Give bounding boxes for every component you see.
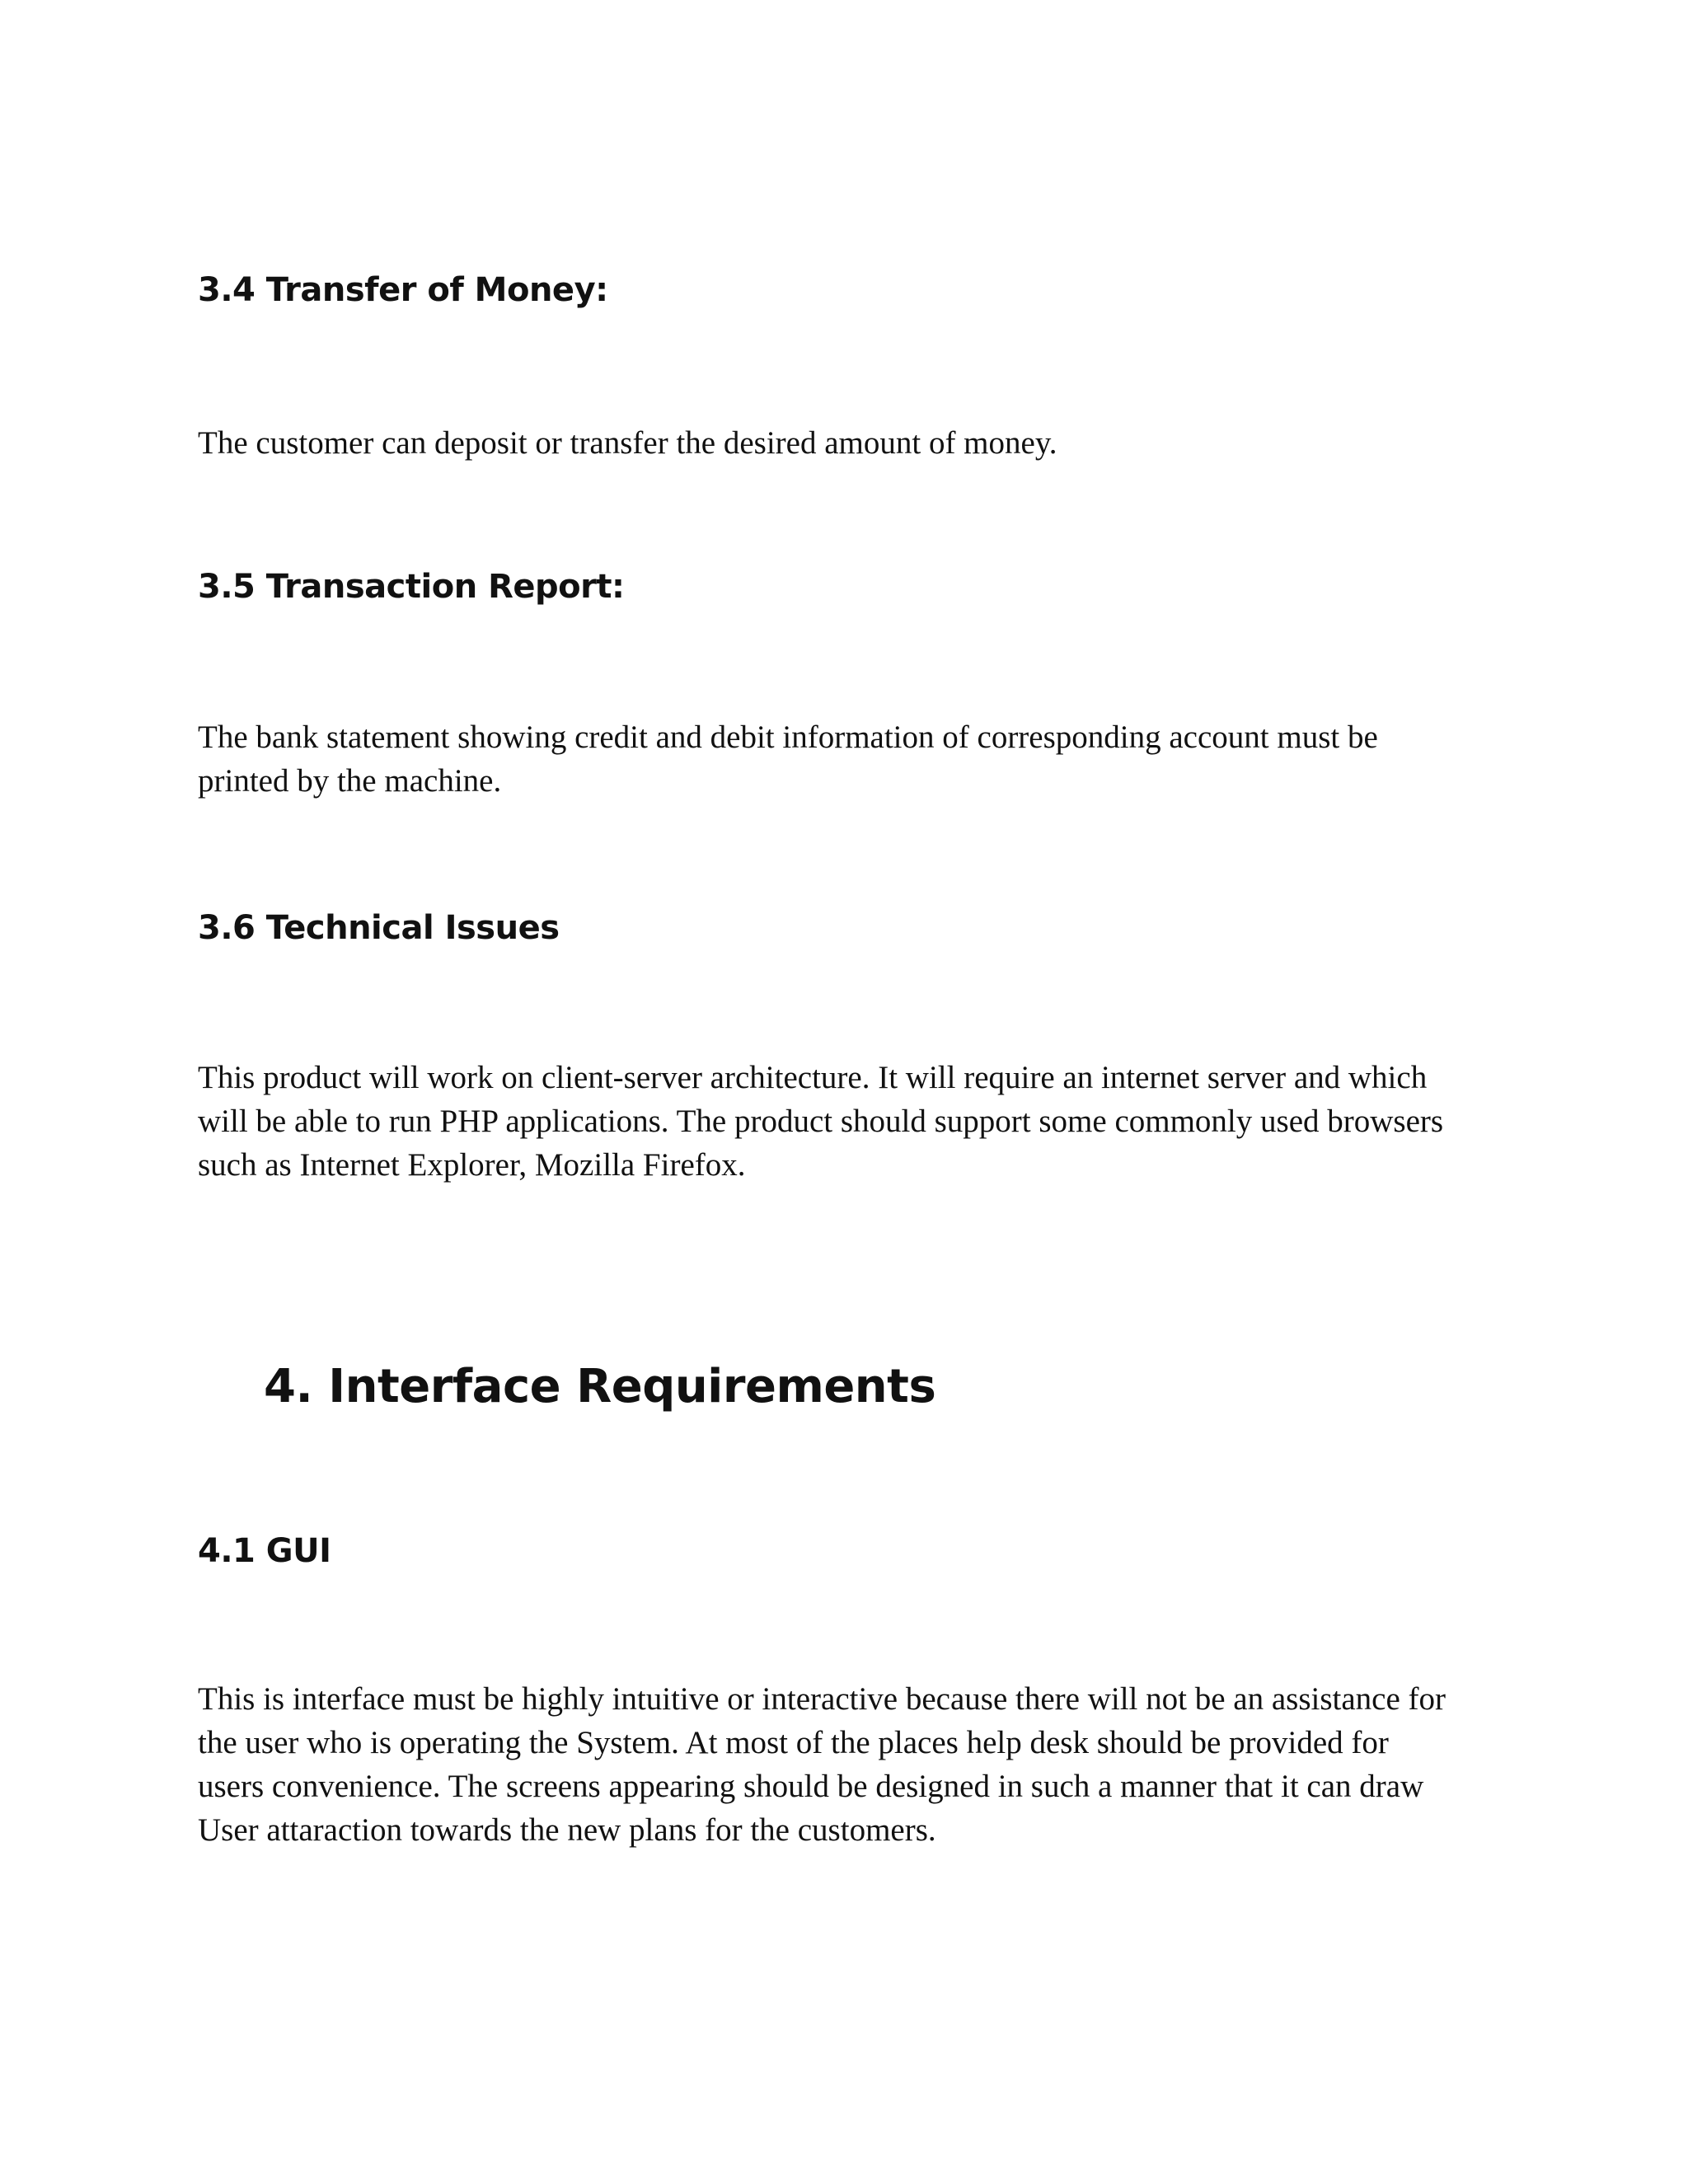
paragraph-line: the user who is operating the System. At most of the places help desk should be provided for: [198, 1725, 1389, 1760]
section-heading-3-6: 3.6 Technical Issues: [198, 909, 560, 947]
paragraph-line: printed by the machine.: [198, 763, 502, 799]
section-heading-4-1: 4.1 GUI: [198, 1532, 331, 1570]
section-paragraph-3-4: [198, 421, 1517, 465]
section-paragraph-3-6: [198, 1056, 1517, 1187]
paragraph-line: The bank statement showing credit and debit information of corresponding account must be: [198, 719, 1378, 755]
section-heading-3-5: 3.5 Transaction Report:: [198, 568, 625, 606]
chapter-heading-4: 4. Interface Requirements: [264, 1360, 936, 1413]
paragraph-line: such as Internet Explorer, Mozilla Firefox.: [198, 1147, 746, 1183]
paragraph-line: User attaraction towards the new plans for the customers.: [198, 1812, 936, 1848]
section-paragraph-4-1: [198, 1677, 1517, 1852]
paragraph-line: This product will work on client-server architecture. It will require an internet server and which: [198, 1060, 1428, 1095]
paragraph-line: users convenience. The screens appearing should be designed in such a manner that it can draw: [198, 1769, 1424, 1804]
paragraph-line: The customer can deposit or transfer the desired amount of money.: [198, 425, 1057, 461]
paragraph-line: will be able to run PHP applications. The product should support some commonly used browsers: [198, 1104, 1444, 1139]
section-heading-3-4: 3.4 Transfer of Money:: [198, 271, 608, 309]
paragraph-line: This is interface must be highly intuitive or interactive because there will not be an assistance for: [198, 1681, 1447, 1717]
section-paragraph-3-5: [198, 715, 1517, 803]
